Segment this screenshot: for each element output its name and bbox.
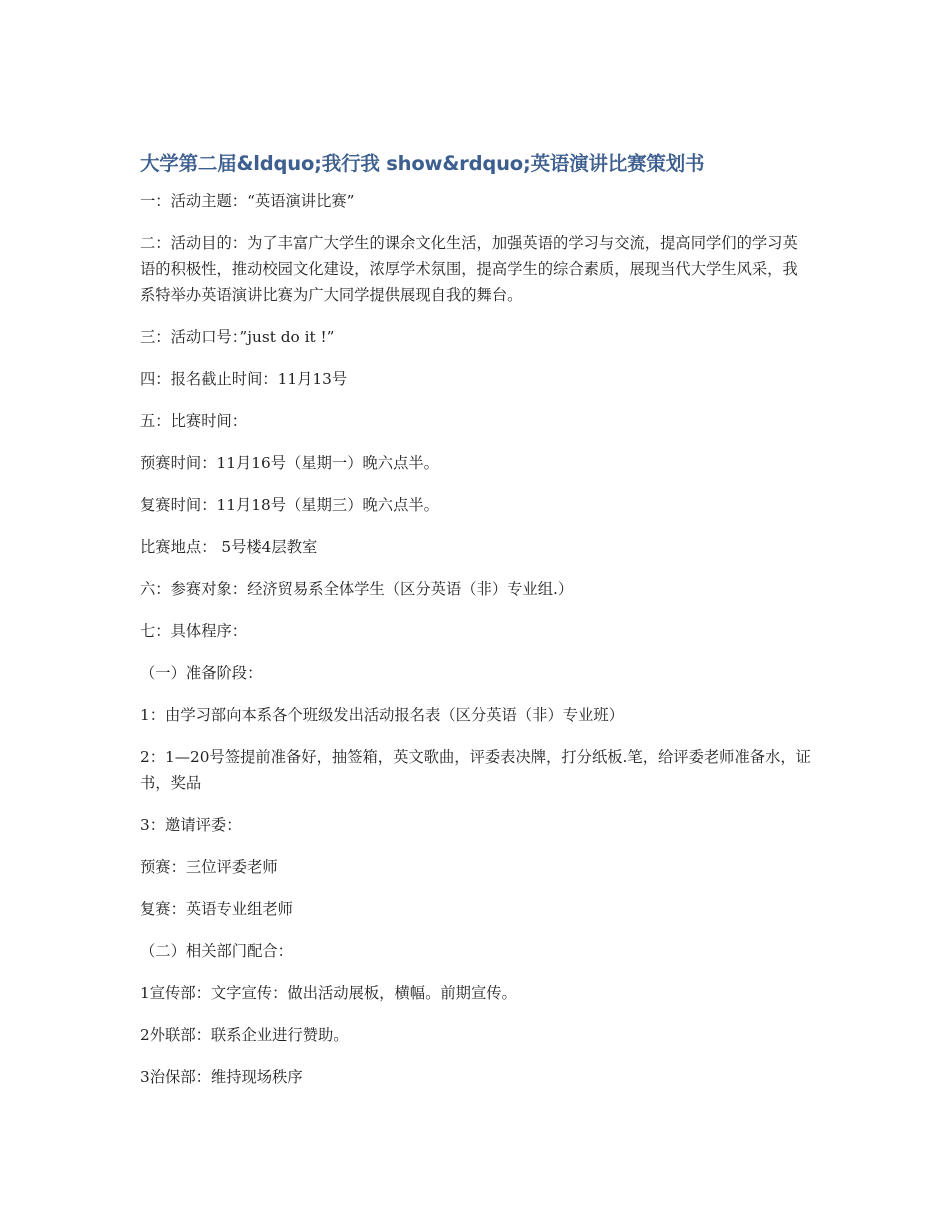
paragraph-preparation-stage: （一）准备阶段： [140,664,263,682]
paragraph-external-dept: 2外联部：联系企业进行赞助。 [140,1026,349,1044]
paragraph-departments: （二）相关部门配合： [140,942,293,960]
document-title: 大学第二届&ldquo;我行我 show&rdquo;英语演讲比赛策划书 [140,152,705,175]
paragraph-publicity-dept: 1宣传部：文字宣传：做出活动展板，横幅。前期宣传。 [140,984,517,1002]
paragraph-step-2: 2：1—20号签提前准备好，抽签箱，英文歌曲，评委表决牌，打分纸板.笔，给评委老师准备水，证书，奖品 [140,748,811,792]
paragraph-step-3: 3：邀请评委： [140,816,242,834]
paragraph-contest-time: 五：比赛时间： [140,412,248,430]
paragraph-procedure: 七：具体程序： [140,622,248,640]
paragraph-final-judges: 复赛：英语专业组老师 [140,900,293,918]
paragraph-deadline: 四：报名截止时间：11月13号 [140,370,348,388]
paragraph-preliminary-judges: 预赛：三位评委老师 [140,858,278,876]
paragraph-venue: 比赛地点： 5号楼4层教室 [140,538,318,556]
paragraph-slogan: 三：活动口号：”just do it !” [140,328,335,346]
paragraph-final-time: 复赛时间：11月18号（星期三）晚六点半。 [140,496,439,514]
paragraph-participants: 六：参赛对象：经济贸易系全体学生（区分英语（非）专业组.） [140,580,574,598]
paragraph-purpose: 二：活动目的：为了丰富广大学生的课余文化生活，加强英语的学习与交流，提高同学们的学习英语的积极性，推动校园文化建设，浓厚学术氛围，提高学生的综合素质，展现当代大学生风采，我系特举办英语演讲比赛为广大同学提供展现自我的舞台。 [140,234,798,304]
document-body [140,150,812,1106]
paragraph-theme: 一：活动主题：“英语演讲比赛” [140,192,355,210]
paragraph-step-1: 1：由学习部向本系各个班级发出活动报名表（区分英语（非）专业班） [140,706,624,724]
paragraph-security-dept: 3治保部：维持现场秩序 [140,1068,303,1086]
paragraph-preliminary-time: 预赛时间：11月16号（星期一）晚六点半。 [140,454,439,472]
